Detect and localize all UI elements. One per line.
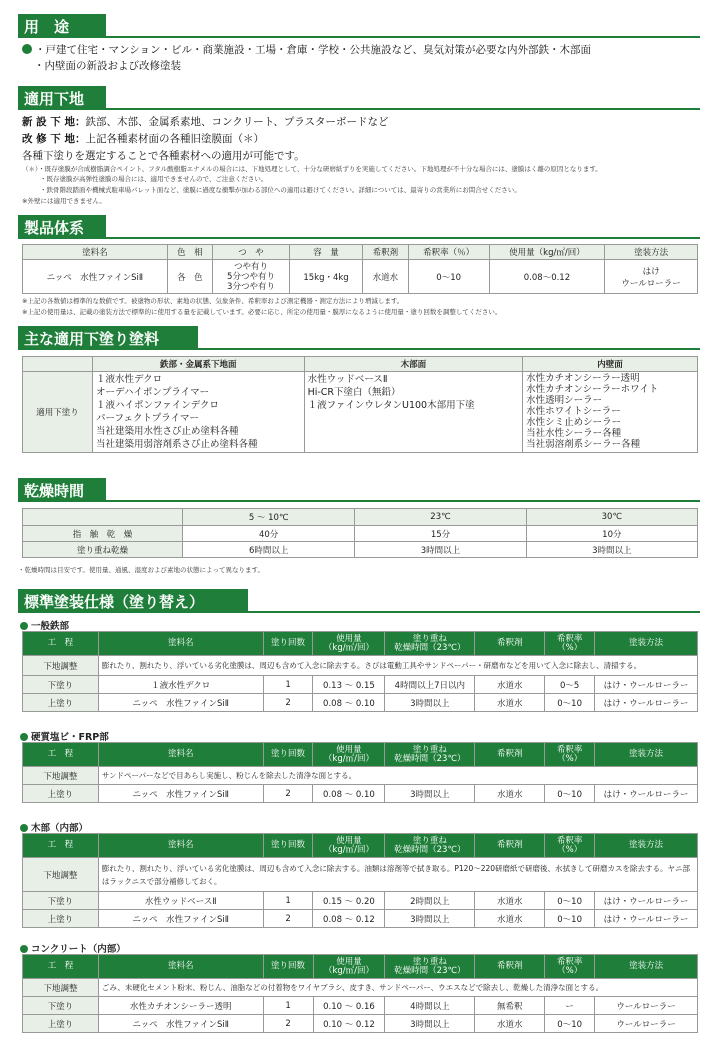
list-item: 水性シミ止めシーラー: [526, 417, 622, 428]
section-title-uses: 用 途: [18, 14, 106, 38]
spec-group-title: [20, 618, 69, 632]
list-item: 当社建築用弱溶剤系さび止め塗料各種: [96, 439, 258, 450]
substrate-fine-1: （＊）・既存塗膜が合成樹脂調合ペイント、フタル酸樹脂エナメルの場合には、下地処理として、十分な研磨紙ずりを実施してください。下地処理が不十分な場合には、塗膜はく離の原因となります。: [22, 165, 602, 173]
wall-primers: [523, 372, 698, 453]
table-row: [23, 694, 698, 712]
col-header: 30℃: [526, 509, 697, 526]
cell: 3時間以上: [385, 910, 475, 928]
col-header: 塗り回数: [263, 632, 313, 656]
col-header: 塗装方法: [605, 245, 698, 260]
table-row: [23, 785, 698, 803]
cell: 水道水: [475, 676, 545, 694]
cell: 0〜10: [545, 785, 595, 803]
table-row: [23, 997, 698, 1015]
spec-table: [22, 742, 698, 803]
row-label: 下塗り: [23, 676, 99, 694]
row-label: 上塗り: [23, 910, 99, 928]
substrate-fine-3: ・鉄骨階段踏面や機械式駐車場パレット面など、塗膜に過度な衝撃が加わる部位への適用は避けてください。詳細については、最寄りの営業所にお問合せください。: [40, 186, 521, 194]
list-item: １液水性デクロ: [96, 374, 163, 385]
cell: １液水性デクロ: [98, 676, 263, 694]
cell: 0.08 〜 0.10: [313, 785, 385, 803]
divider: [18, 36, 700, 38]
row-label: 塗り重ね乾燥: [23, 542, 183, 558]
section-title-substrate: 適用下地: [18, 86, 106, 110]
blank-header: [23, 509, 183, 526]
cell: 0〜10: [408, 260, 489, 294]
col-header: 希釈剤: [363, 245, 408, 260]
col-header: 希釈剤: [475, 743, 545, 767]
col-header: 希釈率 （%）: [545, 632, 595, 656]
row-label: 下地調整: [23, 767, 99, 785]
col-header: 塗り重ね 乾燥時間（23℃）: [385, 834, 475, 858]
cell: はけ・ウールローラー: [595, 676, 698, 694]
cell: ニッペ 水性ファインSiⅡ: [23, 260, 168, 294]
list-item: １液ハイポンファインデクロ: [96, 400, 219, 411]
cell: 4時間以上: [385, 997, 475, 1015]
row-label: 下塗り: [23, 997, 99, 1015]
spec-group-name: 一般鉄部: [31, 621, 70, 632]
cell: はけ ウールローラー: [605, 260, 698, 294]
col-header: 塗料名: [98, 955, 263, 979]
cell: 0〜10: [545, 1015, 595, 1033]
cell: 0.15 〜 0.20: [313, 892, 385, 910]
cell: ニッペ 水性ファインSiⅡ: [98, 1015, 263, 1033]
substrate-note: 各種下塗りを選定することで各種素材への適用が可能です。: [22, 150, 305, 162]
cell: 2: [263, 694, 313, 712]
divider: [18, 348, 700, 350]
col-header: 使用量 （kg/㎡/回）: [313, 632, 385, 656]
product-note-1: ※上記の各数値は標準的な数値です。被塗物の形状、素地の状態、気象条件、希釈率および測定機器・測定方法により増減します。: [22, 297, 404, 305]
section-title-spec: 標準塗装仕様（塗り替え）: [18, 589, 248, 613]
col-header: 23℃: [355, 509, 526, 526]
col-header: 塗料名: [98, 743, 263, 767]
cell: ニッペ 水性ファインSiⅡ: [98, 910, 263, 928]
col-header: 塗装方法: [595, 955, 698, 979]
bullet-icon: [20, 622, 28, 630]
col-header: 工 程: [23, 632, 99, 656]
cell: 水道水: [475, 1015, 545, 1033]
uses-line-2: ・内壁面の新設および改修塗装: [34, 60, 181, 72]
row-label: 下地調整: [23, 858, 99, 892]
row-label: 下地調整: [23, 656, 99, 676]
col-header: 使用量 （kg/㎡/回）: [313, 834, 385, 858]
prep-text: ごみ、未硬化セメント粉末、粉じん、油脂などの付着物をワイヤブラシ、皮すき、サンドペーパー、ウエスなどで除去し、乾燥した清浄な面とする。: [98, 979, 697, 997]
col-header: 塗り重ね 乾燥時間（23℃）: [385, 955, 475, 979]
section-title-drying: 乾燥時間: [18, 478, 106, 502]
cell: つや有り 5分つや有り 3分つや有り: [213, 260, 290, 294]
cell: 3時間以上: [526, 542, 697, 558]
col-header: 希釈剤: [475, 955, 545, 979]
list-item: オーデハイポンプライマー: [96, 387, 210, 398]
cell: 0.10 〜 0.16: [313, 997, 385, 1015]
col-header: 使用量（kg/㎡/回）: [489, 245, 604, 260]
table-row: [23, 676, 698, 694]
row-label: 上塗り: [23, 694, 99, 712]
col-header: 塗り重ね 乾燥時間（23℃）: [385, 632, 475, 656]
row-label: 上塗り: [23, 1015, 99, 1033]
col-header: 塗り重ね 乾燥時間（23℃）: [385, 743, 475, 767]
cell: 水道水: [475, 892, 545, 910]
table-row: [23, 1015, 698, 1033]
cell: 1: [263, 676, 313, 694]
spec-group-name: コンクリート（内部）: [31, 944, 126, 955]
spec-group-name: 木部（内部）: [31, 823, 89, 834]
list-item: 水性ホワイトシーラー: [526, 406, 621, 417]
col-header: 希釈率（％）: [408, 245, 489, 260]
cell: はけ・ウールローラー: [595, 785, 698, 803]
cell: ウールローラー: [595, 997, 698, 1015]
metal-primers: [93, 372, 305, 453]
divider: [18, 108, 700, 110]
row-label: 指 触 乾 燥: [23, 526, 183, 542]
wood-primers: [304, 372, 523, 453]
list-item: 水性透明シーラー: [526, 395, 603, 406]
spec-group-title: [20, 820, 88, 834]
substrate-fine-2: ・既存塗膜が高弾性塗膜の場合には、適用できませんので、ご注意ください。: [40, 175, 268, 183]
col-header: 希釈率 （%）: [545, 834, 595, 858]
row-label: 上塗り: [23, 785, 99, 803]
cell: 40分: [183, 526, 355, 542]
list-item: 水性カチオンシーラーホワイト: [526, 384, 659, 395]
cell: 水道水: [475, 785, 545, 803]
list-item: 当社建築用水性さび止め塗料各種: [96, 426, 239, 437]
list-item: 水性カチオンシーラー透明: [526, 373, 640, 384]
cell: 無希釈: [475, 997, 545, 1015]
col-header: 塗装方法: [595, 834, 698, 858]
cell: 2: [263, 785, 313, 803]
cell: 0〜10: [545, 892, 595, 910]
cell: 0.08〜0.12: [489, 260, 604, 294]
bullet-icon: [20, 945, 28, 953]
renew-substrate: 改 修 下 地：上記各種素材面の各種旧塗膜面（＊）: [22, 133, 264, 145]
row-label: 適用下塗り: [23, 372, 93, 453]
spec-table: [22, 954, 698, 1033]
col-header: つ や: [213, 245, 290, 260]
cell: 水道水: [363, 260, 408, 294]
cell: 3時間以上: [385, 1015, 475, 1033]
cell: ニッペ 水性ファインSiⅡ: [98, 694, 263, 712]
spec-table: [22, 833, 698, 928]
cell: 0.08 〜 0.10: [313, 694, 385, 712]
section-title-primer: 主な適用下塗り塗料: [18, 326, 198, 350]
cell: ニッペ 水性ファインSiⅡ: [98, 785, 263, 803]
divider: [18, 611, 700, 613]
spec-group-title: [20, 729, 109, 743]
col-header: 塗装方法: [595, 632, 698, 656]
prep-text: サンドペーパーなどで目あらし実施し、粉じんを除去した清浄な面とする。: [98, 767, 697, 785]
divider: [18, 237, 700, 239]
col-header: 内壁面: [523, 357, 698, 372]
bullet-icon: [22, 44, 32, 54]
cell: 各 色: [167, 260, 212, 294]
cell: はけ・ウールローラー: [595, 910, 698, 928]
primer-table: [22, 356, 698, 453]
list-item: 当社弱溶剤系シーラー各種: [526, 439, 641, 450]
cell: 2時間以上: [385, 892, 475, 910]
col-header: 鉄部・金属系下地面: [93, 357, 305, 372]
spec-table: [22, 631, 698, 712]
col-header: 希釈剤: [475, 632, 545, 656]
cell: 0.10 〜 0.12: [313, 1015, 385, 1033]
col-header: 使用量 （kg/㎡/回）: [313, 955, 385, 979]
cell: 3時間以上: [385, 694, 475, 712]
cell: ウールローラー: [595, 1015, 698, 1033]
product-table: [22, 244, 698, 294]
cell: はけ・ウールローラー: [595, 892, 698, 910]
cell: 0.13 〜 0.15: [313, 676, 385, 694]
cell: 2: [263, 910, 313, 928]
cell: 1: [263, 892, 313, 910]
new-substrate: 新 設 下 地：鉄部、木部、金属系素地、コンクリート、プラスターボードなど: [22, 116, 389, 128]
cell: 3時間以上: [355, 542, 526, 558]
row-label: 下塗り: [23, 892, 99, 910]
list-item: Hi-CR下塗白（無鉛）: [307, 387, 401, 398]
list-item: 水性ウッドベースⅡ: [307, 374, 388, 385]
col-header: 塗料名: [23, 245, 168, 260]
cell: 10分: [526, 526, 697, 542]
cell: 0〜5: [545, 676, 595, 694]
drying-table: [22, 508, 698, 558]
blank-header: [23, 357, 93, 372]
cell: 0.08 〜 0.12: [313, 910, 385, 928]
table-row: [23, 910, 698, 928]
col-header: 工 程: [23, 834, 99, 858]
col-header: 5 〜 10℃: [183, 509, 355, 526]
product-note-2: ※上記の使用量は、記載の塗装方法で標準的に使用する量を記載しています。必要に応じ、所定の使用量・膜厚になるように使用量・塗り回数を調整してください。: [22, 308, 502, 316]
col-header: 塗料名: [98, 834, 263, 858]
drying-note: ・乾燥時間は目安です。使用量、通風、湿度および素地の状態によって異なります。: [18, 566, 264, 574]
bullet-icon: [20, 733, 28, 741]
col-header: 塗り回数: [263, 834, 313, 858]
col-header: 木部面: [304, 357, 523, 372]
col-header: 色 相: [167, 245, 212, 260]
section-title-product: 製品体系: [18, 215, 106, 239]
col-header: 工 程: [23, 955, 99, 979]
cell: 1: [263, 997, 313, 1015]
col-header: 容 量: [289, 245, 362, 260]
cell: 水性カチオンシーラー透明: [98, 997, 263, 1015]
prep-text: 膨れたり、割れたり、浮いている劣化塗膜は、周辺も含めて入念に除去する。油類は溶剤等で拭き取る。P120〜220研磨紙で研磨後、水拭きして研磨カスを除去する。ヤニ部はラックニスで部分補修しておく。: [98, 858, 697, 892]
cell: 水道水: [475, 910, 545, 928]
col-header: 工 程: [23, 743, 99, 767]
prep-text: 膨れたり、割れたり、浮いている劣化塗膜は、周辺も含めて入念に除去する。さびは電動工具やサンドペーパー・研磨布などを用いて入念に除去し、清掃する。: [98, 656, 697, 676]
cell: 4時間以上7日以内: [385, 676, 475, 694]
cell: 水道水: [475, 694, 545, 712]
spec-group-name: 硬質塩ビ・FRP部: [31, 732, 109, 743]
cell: 0〜10: [545, 910, 595, 928]
cell: ー: [545, 997, 595, 1015]
cell: 6時間以上: [183, 542, 355, 558]
list-item: 当社水性シーラー各種: [526, 428, 622, 439]
col-header: 塗り回数: [263, 743, 313, 767]
list-item: １液ファインウレタンU100木部用下塗: [307, 400, 475, 411]
spec-group-title: [20, 941, 126, 955]
col-header: 希釈剤: [475, 834, 545, 858]
col-header: 希釈率 （%）: [545, 743, 595, 767]
uses-line-1: ・戸建て住宅・マンション・ビル・商業施設・工場・倉庫・学校・公共施設など、臭気対策が必要な内外部鉄・木部面: [22, 42, 591, 57]
cell: 2: [263, 1015, 313, 1033]
list-item: パーフェクトプライマー: [96, 413, 199, 424]
divider: [18, 500, 700, 502]
table-row: [23, 892, 698, 910]
cell: 15kg・4kg: [289, 260, 362, 294]
col-header: 塗料名: [98, 632, 263, 656]
bullet-icon: [20, 824, 28, 832]
col-header: 使用量 （kg/㎡/回）: [313, 743, 385, 767]
row-label: 下地調整: [23, 979, 99, 997]
cell: 0〜10: [545, 694, 595, 712]
col-header: 希釈率 （%）: [545, 955, 595, 979]
col-header: 塗装方法: [595, 743, 698, 767]
col-header: 塗り回数: [263, 955, 313, 979]
cell: 3時間以上: [385, 785, 475, 803]
cell: はけ・ウールローラー: [595, 694, 698, 712]
substrate-fine-4: ※外壁には適用できません。: [22, 197, 106, 205]
cell: 水性ウッドベースⅡ: [98, 892, 263, 910]
cell: 15分: [355, 526, 526, 542]
